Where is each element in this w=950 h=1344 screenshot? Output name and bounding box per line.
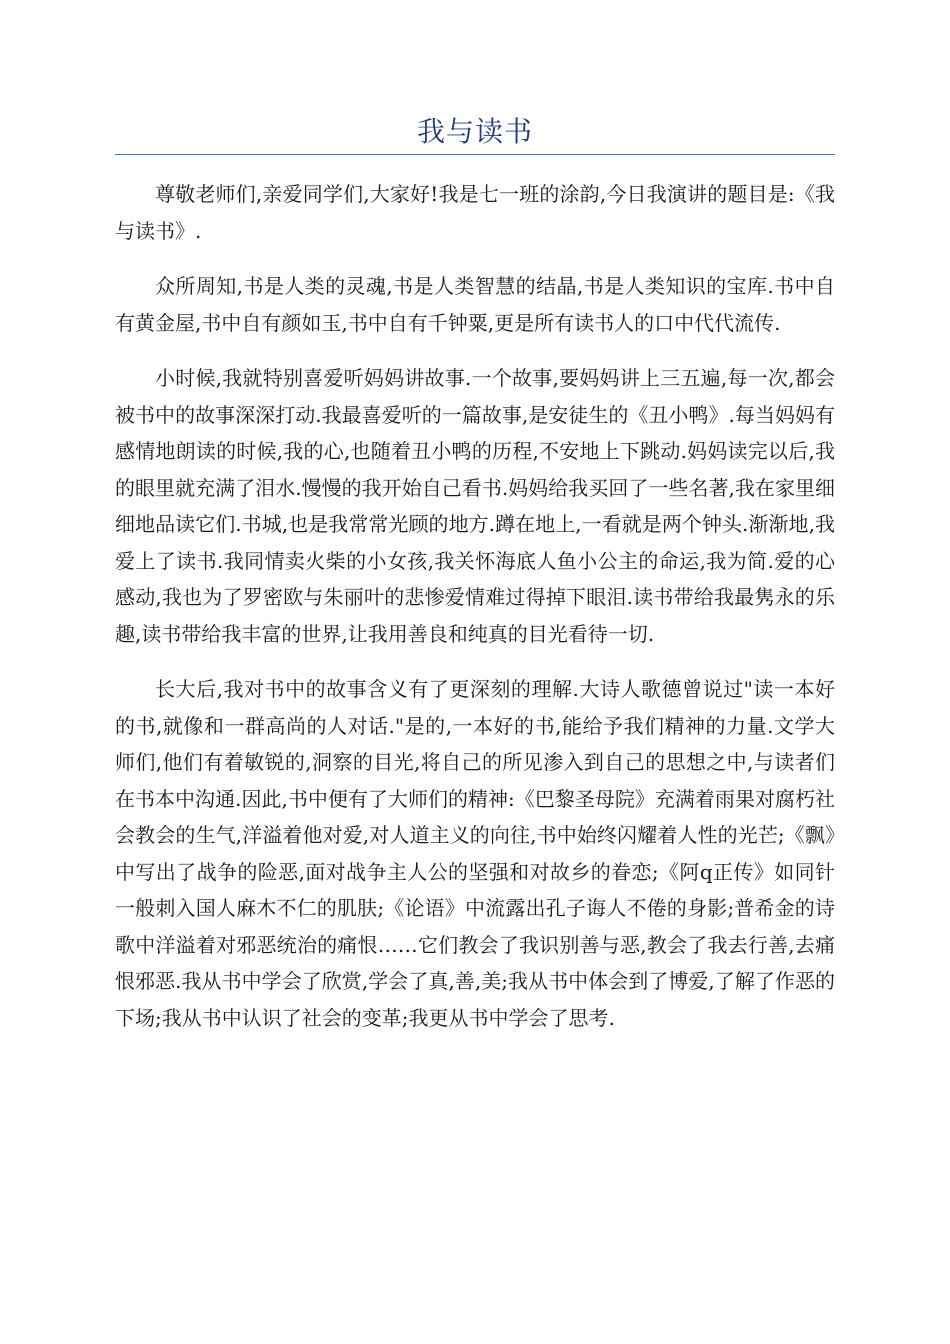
- page-title: 我与读书: [416, 115, 533, 148]
- paragraph-childhood: 小时候,我就特别喜爱听妈妈讲故事.一个故事,要妈妈讲上三五遍,每一次,都会被书中的故事深深打动.我最喜爱听的一篇故事,是安徒生的《丑小鸭》.每当妈妈有感情地朗读的时候,我的心,也随着丑小鸭的历程,不安地上下跳动.妈妈读完以后,我的眼里就充满了泪水.慢慢的我开始自己看书.妈妈给我买回了一些名著,我在家里细细地品读它们.书城,也是我常常光顾的地方.蹲在地上,一看就是两个钟头.渐渐地,我爱上了读书.我同情卖火柴的小女孩,我关怀海底人鱼小公主的命运,我为简.爱的心感动,我也为了罗密欧与朱丽叶的悲惨爱情难过得掉下眼泪.读书带给我最隽永的乐趣,读书带给我丰富的世界,让我用善良和纯真的目光看待一切.: [115, 366, 835, 646]
- document-body: [115, 176, 835, 1055]
- paragraph-growing-up: 长大后,我对书中的故事含义有了更深刻的理解.大诗人歌德曾说过"读一本好的书,就像和一群高尚的人对话."是的,一本好的书,能给予我们精神的力量.文学大师们,他们有着敏锐的,洞察的目光,将自己的所见渗入到自己的思想之中,与读者们在书本中沟通.因此,书中便有了大师们的精神:《巴黎圣母院》充满着雨果对腐朽社会教会的生气,洋溢着他对爱,对人道主义的向往,书中始终闪耀着人性的光芒;《飘》中写出了战争的险恶,面对战争主人公的坚强和对故乡的眷恋;《阿q正传》如同针一般刺入国人麻木不仁的肌肤;《论语》中流露出孔子诲人不倦的身影;普希金的诗歌中洋溢着对邪恶统治的痛恨……它们教会了我识别善与恶,教会了我去行善,去痛恨邪恶.我从书中学会了欣赏,学会了真,善,美;我从书中体会到了博爱,了解了作恶的下场;我从书中认识了社会的变革;我更从书中学会了思考.: [115, 677, 835, 1030]
- paragraph-greeting: 尊敬老师们,亲爱同学们,大家好!我是七一班的涂韵,今日我演讲的题目是:《我与读书》.: [115, 182, 835, 243]
- paragraph-books-value: 众所周知,书是人类的灵魂,书是人类智慧的结晶,书是人类知识的宝库.书中自有黄金屋,书中自有颜如玉,书中自有千钟粟,更是所有读书人的口中代代流传.: [115, 274, 835, 335]
- title-underline: [115, 154, 835, 155]
